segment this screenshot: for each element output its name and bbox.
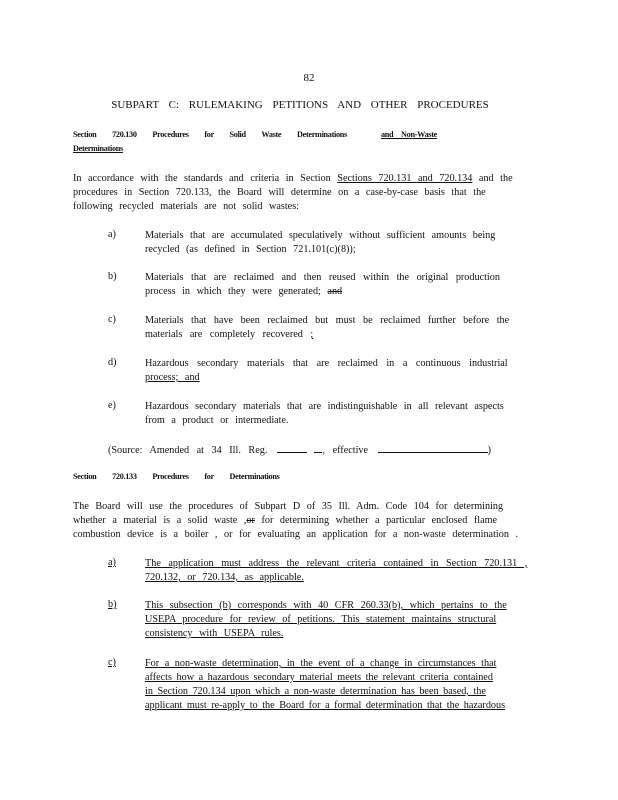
- reg-page-blank: [277, 443, 307, 453]
- s133-item-b-line1: This subsection (b) corresponds with 40 CFR 260.33(b), which pertains to the: [145, 600, 507, 611]
- intro-tail: and the: [472, 173, 513, 184]
- section-133-body-line2: [73, 514, 497, 527]
- item-d-line2-inserted: process; and: [145, 372, 200, 383]
- item-a-label: a): [108, 229, 116, 240]
- s133-item-b-line2: USEPA procedure for review of petitions. This statement maintains structural: [145, 614, 497, 625]
- s133-item-c-line3: in Section 720.134 upon which a non-waste determination has been based, the: [145, 686, 486, 697]
- page-number: 82: [303, 72, 315, 84]
- item-c-label: c): [108, 314, 116, 325]
- intro-inserted-sections: Sections 720.131 and 720.134: [337, 173, 473, 184]
- item-b-line1: Materials that are reclaimed and then reused within the original production: [145, 272, 500, 283]
- section-133-body-line3: combustion device is a boiler , or for evaluating an application for a non-waste determination .: [73, 529, 519, 540]
- item-b-text: process in which they were generated;: [145, 286, 328, 297]
- effective-date-blank: [378, 443, 488, 453]
- body2-tail: for determining whether a particular enclosed flame: [254, 515, 498, 526]
- source-effective: , effective: [322, 445, 369, 456]
- item-d-line1: Hazardous secondary materials that are reclaimed in a continuous industrial: [145, 358, 508, 369]
- item-c-line2: [145, 328, 313, 341]
- section-130-intro-line1: [73, 172, 513, 185]
- s133-item-a-line1: The application must address the relevant criteria contained in Section 720.131 ,: [145, 558, 528, 569]
- body2-deleted-or: or: [246, 515, 255, 526]
- section-133-body-line1: The Board will use the procedures of Subpart D of 35 Ill. Adm. Code 104 for determining: [73, 501, 504, 512]
- section-130-intro-line3: following recycled materials are not solid wastes:: [73, 201, 299, 212]
- item-b-label: b): [108, 271, 117, 282]
- section-133-heading: Section 720.133 Procedures for Determinations: [73, 472, 280, 481]
- source-close: ): [487, 445, 491, 456]
- s133-item-c-line2: affects how a hazardous secondary material meets the relevant criteria contained: [145, 672, 493, 683]
- section-130-heading-line2: Determinations: [73, 144, 123, 153]
- s133-item-c-label: c): [108, 657, 116, 668]
- section-130-heading-inserted: and Non-Waste: [381, 130, 438, 139]
- section-130-heading: Section 720.130 Procedures for Solid Waste Determinations: [73, 130, 347, 139]
- s133-item-b-label: b): [108, 599, 117, 610]
- intro-text: In accordance with the standards and criteria in Section: [73, 173, 338, 184]
- s133-item-c-line1: For a non-waste determination, in the event of a change in circumstances that: [145, 658, 497, 669]
- item-e-label: e): [108, 400, 116, 411]
- body2-text: whether a material is a solid waste ,: [73, 515, 247, 526]
- source-note-text: (Source: Amended at 34 Ill. Reg.: [108, 445, 268, 456]
- s133-item-a-line2: 720.132, or 720.134, as applicable.: [145, 572, 304, 583]
- section-130-intro-line2: procedures in Section 720.133, the Board will determine on a case-by-case basis that the: [73, 187, 486, 198]
- item-a-line1: Materials that are accumulated speculatively without sufficient amounts being: [145, 230, 496, 241]
- item-b-line2: [145, 285, 342, 298]
- source-note: [108, 443, 491, 457]
- subpart-title: SUBPART C: RULEMAKING PETITIONS AND OTHER PROCEDURES: [111, 99, 489, 111]
- s133-item-b-line3: consistency with USEPA rules.: [145, 628, 284, 639]
- s133-item-c-line4: applicant must re-apply to the Board for a formal determination that the hazardous: [145, 700, 506, 711]
- item-c-text: materials are completely recovered: [145, 329, 303, 340]
- item-c-line1: Materials that have been reclaimed but must be reclaimed further before the: [145, 315, 510, 326]
- item-d-label: d): [108, 357, 117, 368]
- item-a-line2: recycled (as defined in Section 721.101(c)(8));: [145, 244, 356, 255]
- item-b-deleted-and: and: [327, 286, 343, 297]
- item-e-line2: from a product or intermediate.: [145, 415, 289, 426]
- item-e-line1: Hazardous secondary materials that are indistinguishable in all relevant aspects: [145, 401, 504, 412]
- item-c-inserted-semicolon: ;: [310, 329, 314, 340]
- s133-item-a-label: a): [108, 557, 116, 568]
